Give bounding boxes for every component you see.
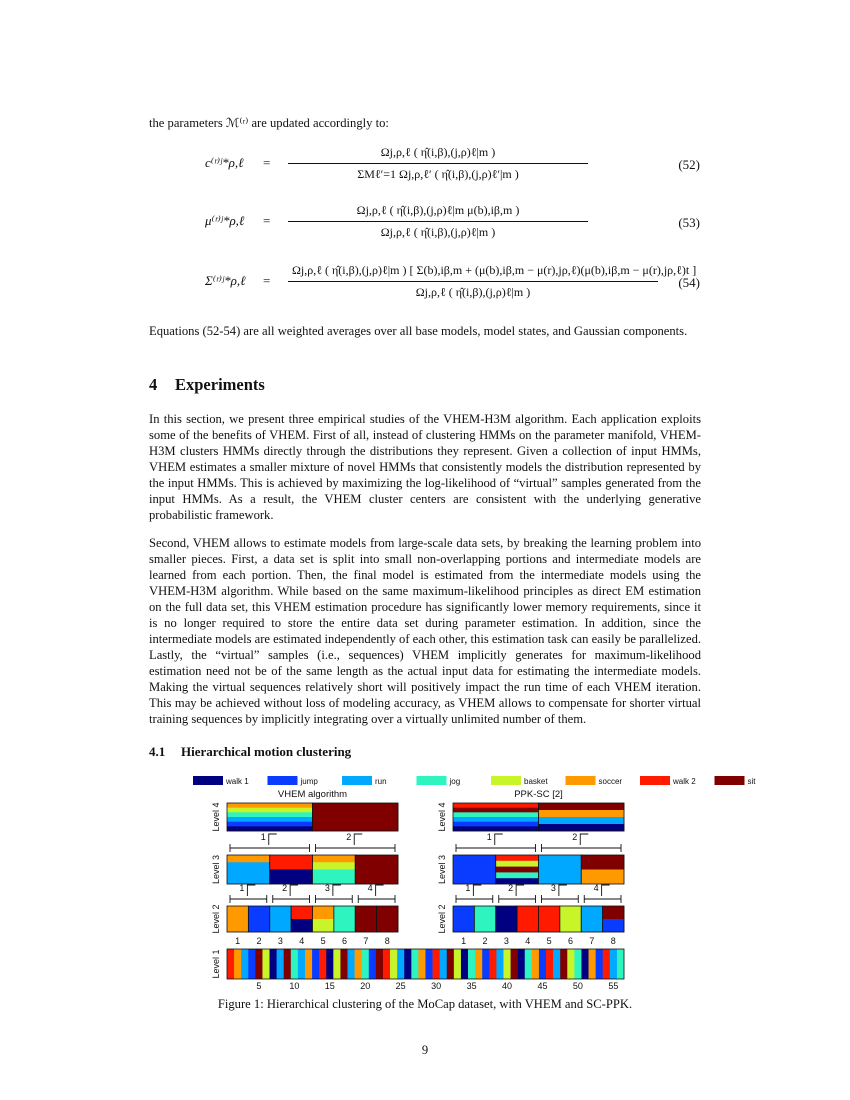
equation-sign: = — [263, 273, 271, 288]
level3-stripe — [496, 878, 539, 884]
legend-label: jog — [449, 777, 461, 786]
level-label: Level 4 — [211, 802, 221, 832]
level3-stripe — [270, 855, 313, 863]
level1-segment — [511, 949, 518, 979]
legend-label: jump — [300, 777, 318, 786]
level2-stripe — [334, 906, 356, 932]
level3-label: 2 — [282, 883, 288, 893]
level1-tick-label: 40 — [502, 981, 513, 991]
level1-segment — [596, 949, 603, 979]
figure-caption: Figure 1: Hierarchical clustering of the MoCap dataset, with VHEM and SC-PPK. — [217, 997, 633, 1011]
level4-stripe — [539, 803, 625, 810]
level-label: Level 2 — [437, 904, 447, 934]
level1-segment — [440, 949, 447, 979]
level3-stripe — [270, 877, 313, 885]
level-label: Level 2 — [211, 904, 221, 934]
level3-arrow — [516, 885, 524, 896]
legend-swatch — [342, 776, 372, 785]
level2-number: 8 — [610, 936, 616, 946]
level4-stripe — [539, 824, 625, 831]
level3-label: 4 — [367, 883, 373, 893]
level2-number: 3 — [503, 936, 509, 946]
legend-swatch — [417, 776, 447, 785]
level3-label: 1 — [239, 883, 245, 893]
level1-tick-label: 50 — [572, 981, 583, 991]
equation-number: (54) — [678, 275, 700, 290]
section-number: 4 — [149, 375, 158, 394]
level1-segment — [262, 949, 269, 979]
level3-arrow — [333, 885, 341, 896]
legend-swatch — [566, 776, 596, 785]
legend-label: walk 1 — [226, 777, 249, 786]
level4-stripe — [453, 808, 539, 813]
level1-segment — [362, 949, 369, 979]
legend-label: run — [375, 777, 387, 786]
level4-arrow — [495, 834, 503, 845]
equation-lhs: Σ⁽ʳ⁾ʲ*ρ,ℓ — [205, 273, 246, 288]
level3-stripe — [313, 855, 356, 863]
level1-segment — [319, 949, 326, 979]
level2-stripe — [603, 919, 625, 932]
level1-segment — [525, 949, 532, 979]
subsection-title: Hierarchical motion clustering — [181, 744, 352, 759]
level1-segment — [433, 949, 440, 979]
level1-segment — [574, 949, 581, 979]
level2-number: 7 — [363, 936, 369, 946]
level1-segment — [348, 949, 355, 979]
equation-denominator: ΣMℓ′=1 Ωj,ρ,ℓ′ ( η̂(i,β),(j,ρ)ℓ′|m ) — [357, 167, 519, 181]
panel-title: PPK-SC [2] — [514, 789, 563, 800]
level2-stripe — [581, 906, 603, 932]
legend-swatch — [640, 776, 670, 785]
level1-segment — [539, 949, 546, 979]
level4-stripe — [539, 817, 625, 824]
level1-segment — [376, 949, 383, 979]
level3-stripe — [313, 877, 356, 885]
level2-stripe — [474, 906, 496, 932]
level4-stripe — [453, 812, 539, 817]
level1-segment — [383, 949, 390, 979]
level3-stripe — [581, 870, 624, 885]
level1-segment — [489, 949, 496, 979]
level2-number: 6 — [568, 936, 574, 946]
level3-stripe — [313, 870, 356, 878]
level1-segment — [411, 949, 418, 979]
equation-lhs: c⁽ʳ⁾ʲ*ρ,ℓ — [205, 155, 244, 170]
level3-stripe — [355, 855, 398, 884]
level4-label: 2 — [572, 832, 578, 842]
level2-number: 6 — [342, 936, 348, 946]
level4-stripe — [227, 812, 313, 817]
level1-tick-label: 30 — [431, 981, 442, 991]
level1-segment — [305, 949, 312, 979]
level1-segment — [255, 949, 262, 979]
level1-segment — [482, 949, 489, 979]
level1-segment — [560, 949, 567, 979]
equation-numerator: Ωj,ρ,ℓ ( η̂(i,β),(j,ρ)ℓ|m ) [ Σ(b),iβ,m + (μ(b),iβ,m − μ(r),jρ,ℓ)(μ(b),iβ,m − μ(r),jρ,ℓ)t ] — [288, 263, 658, 282]
level1-segment — [581, 949, 588, 979]
level2-number: 4 — [299, 936, 305, 946]
equations-summary: Equations (52-54) are all weighted averages over all base models, model states, and Gaussian components. — [149, 324, 688, 338]
level2-stripe — [270, 906, 292, 932]
level1-segment — [589, 949, 596, 979]
level1-segment — [518, 949, 525, 979]
legend-swatch — [715, 776, 745, 785]
level3-stripe — [496, 872, 539, 878]
level4-stripe — [227, 822, 313, 827]
level1-segment — [227, 949, 234, 979]
level2-stripe — [517, 906, 539, 932]
level3-stripe — [227, 877, 270, 885]
level1-segment — [546, 949, 553, 979]
level1-tick-label: 10 — [289, 981, 300, 991]
level4-arrow — [354, 834, 362, 845]
level3-label: 4 — [593, 883, 599, 893]
level1-tick-label: 45 — [537, 981, 548, 991]
level1-segment — [461, 949, 468, 979]
level-label: Level 1 — [211, 949, 221, 979]
legend-label: walk 2 — [673, 777, 696, 786]
level4-stripe — [453, 822, 539, 827]
level2-stripe — [560, 906, 582, 932]
level2-stripe — [313, 906, 335, 919]
level4-stripe — [227, 826, 313, 831]
level1-segment — [418, 949, 425, 979]
equation-sign: = — [263, 213, 271, 228]
level1-tick-label: 15 — [324, 981, 335, 991]
level2-number: 1 — [461, 936, 467, 946]
level-label: Level 4 — [437, 802, 447, 832]
section-title: Experiments — [175, 375, 265, 394]
level1-segment — [312, 949, 319, 979]
level2-stripe — [313, 919, 335, 932]
level1-segment — [298, 949, 305, 979]
level4-stripe — [539, 810, 625, 817]
level1-tick-label: 5 — [256, 981, 262, 991]
level3-label: 1 — [465, 883, 471, 893]
legend-swatch — [268, 776, 298, 785]
level2-number: 3 — [277, 936, 283, 946]
level4-stripe — [313, 803, 399, 831]
level1-segment — [553, 949, 560, 979]
level1-segment — [603, 949, 610, 979]
level4-stripe — [453, 826, 539, 831]
level4-stripe — [227, 808, 313, 813]
level1-tick-label: 20 — [360, 981, 371, 991]
level3-stripe — [496, 855, 539, 861]
level4-label: 1 — [260, 832, 266, 842]
level3-stripe — [227, 855, 270, 863]
level2-stripe — [539, 906, 561, 932]
level3-stripe — [539, 855, 582, 884]
level2-number: 2 — [256, 936, 262, 946]
level3-label: 3 — [324, 883, 330, 893]
level-label: Level 3 — [437, 854, 447, 885]
level3-stripe — [453, 855, 496, 884]
level1-tick-label: 55 — [608, 981, 619, 991]
level1-segment — [617, 949, 624, 979]
level3-stripe — [496, 867, 539, 873]
level3-stripe — [496, 861, 539, 867]
level2-number: 1 — [235, 936, 241, 946]
level3-arrow — [290, 885, 298, 896]
level1-segment — [475, 949, 482, 979]
level3-stripe — [270, 862, 313, 870]
level4-stripe — [227, 817, 313, 822]
level3-arrow — [376, 885, 384, 896]
level1-segment — [340, 949, 347, 979]
level1-segment — [234, 949, 241, 979]
level1-segment — [610, 949, 617, 979]
level1-segment — [270, 949, 277, 979]
level-label: Level 3 — [211, 854, 221, 885]
paragraph-2: Second, VHEM allows to estimate models from large-scale data sets, by breaking the learning problem into smaller pieces. First, a data set is split into small non-overlapping portions and intermediate models are learned from each portion. Then, the final model is estimated from the intermediate models using the VHEM-H3M algorithm. While based on the same maximum-likelihood principles as direct EM estimation on the full data set, this VHEM estimation procedure has significantly lower memory requirements, since it is no longer required to store the entire data set during parameter estimation. In addition, since the intermediate models are estimated independently of each other, this estimation task can easily be parallelized. Lastly, the “virtual” samples (i.e., sequences) VHEM implicitly generates for maximum-likelihood estimation need not be of the same length as the actual input data for estimating the intermediate models. Making the virtual sequences relatively short will positively impact the run time of each VHEM iteration. This may be achieved without loss of modeling accuracy, as VHEM allows to compensate for shorter virtual training sequences by implicitly integrating over a virtually unlimited number of them. — [149, 536, 702, 726]
level2-number: 5 — [546, 936, 552, 946]
level4-label: 1 — [486, 832, 492, 842]
level1-segment — [390, 949, 397, 979]
equation-number: (52) — [678, 157, 700, 172]
level2-stripe — [496, 906, 518, 932]
equation-number: (53) — [678, 215, 700, 230]
intro-text: the parameters ℳ⁽ʳ⁾ are updated accordingly to: — [149, 116, 389, 130]
level3-arrow — [473, 885, 481, 896]
equation-denominator: Ωj,ρ,ℓ ( η̂(i,β),(j,ρ)ℓ|m ) — [380, 225, 496, 239]
level2-number: 8 — [384, 936, 390, 946]
level1-segment — [248, 949, 255, 979]
level4-arrow — [269, 834, 277, 845]
level3-arrow — [602, 885, 610, 896]
level1-segment — [503, 949, 510, 979]
level4-arrow — [580, 834, 588, 845]
level1-segment — [369, 949, 376, 979]
level1-segment — [454, 949, 461, 979]
legend-label: sit — [747, 777, 756, 786]
level2-stripe — [248, 906, 270, 932]
legend-label: basket — [524, 777, 548, 786]
level1-segment — [355, 949, 362, 979]
level3-stripe — [313, 862, 356, 870]
level1-segment — [284, 949, 291, 979]
level2-number: 7 — [589, 936, 595, 946]
level3-arrow — [559, 885, 567, 896]
level2-stripe — [227, 906, 249, 932]
level3-arrow — [247, 885, 255, 896]
level2-stripe — [291, 906, 313, 919]
paragraph-1: In this section, we present three empirical studies of the VHEM-H3M algorithm. Each application exploits some of the benefits of VHEM. First of all, instead of clustering HMMs on the parameter manifold, VHEM-H3M clusters HMMs directly through the distributions they represent. Given a collection of input HMMs, VHEM estimates a smaller mixture of novel HMMs that consistently models the distribution represented by the input HMMs. This is achieved by maximizing the log-likelihood of “virtual” samples generated from the input HMMs. As a result, the VHEM cluster centers are consistent with the underlying generative probabilistic framework. — [149, 412, 701, 522]
page-number: 9 — [421, 1043, 429, 1057]
level3-stripe — [227, 862, 270, 870]
level3-stripe — [227, 870, 270, 878]
equation-sign: = — [263, 155, 271, 170]
level1-tick-label: 25 — [395, 981, 406, 991]
level3-stripe — [270, 870, 313, 878]
level1-segment — [277, 949, 284, 979]
level2-stripe — [291, 919, 313, 932]
level1-segment — [532, 949, 539, 979]
level2-number: 5 — [320, 936, 326, 946]
equation-numerator: Ωj,ρ,ℓ ( η̂(i,β),(j,ρ)ℓ|m ) — [288, 145, 588, 164]
level1-segment — [567, 949, 574, 979]
equation-numerator: Ωj,ρ,ℓ ( η̂(i,β),(j,ρ)ℓ|m μ(b),iβ,m ) — [288, 203, 588, 222]
legend-label: soccer — [598, 777, 623, 786]
level4-stripe — [453, 803, 539, 808]
equation-denominator: Ωj,ρ,ℓ ( η̂(i,β),(j,ρ)ℓ|m ) — [415, 285, 531, 299]
level2-stripe — [377, 906, 399, 932]
subsection-number: 4.1 — [149, 744, 166, 759]
level1-segment — [333, 949, 340, 979]
level2-number: 4 — [525, 936, 531, 946]
equation-lhs: μ⁽ʳ⁾ʲ*ρ,ℓ — [205, 213, 245, 228]
level1-segment — [241, 949, 248, 979]
level1-tick-label: 35 — [466, 981, 477, 991]
level2-stripe — [603, 906, 625, 919]
level1-segment — [496, 949, 503, 979]
level1-segment — [426, 949, 433, 979]
level1-segment — [404, 949, 411, 979]
level2-number: 2 — [482, 936, 488, 946]
level4-stripe — [227, 803, 313, 808]
level4-label: 2 — [346, 832, 352, 842]
legend-swatch — [193, 776, 223, 785]
level1-segment — [447, 949, 454, 979]
level2-stripe — [355, 906, 377, 932]
level1-segment — [291, 949, 298, 979]
level3-stripe — [581, 855, 624, 870]
level3-label: 3 — [550, 883, 556, 893]
panel-title: VHEM algorithm — [277, 789, 348, 800]
level1-segment — [468, 949, 475, 979]
level3-label: 2 — [508, 883, 514, 893]
legend-swatch — [491, 776, 521, 785]
level1-segment — [397, 949, 404, 979]
level2-stripe — [453, 906, 475, 932]
level4-stripe — [453, 817, 539, 822]
level1-segment — [326, 949, 333, 979]
